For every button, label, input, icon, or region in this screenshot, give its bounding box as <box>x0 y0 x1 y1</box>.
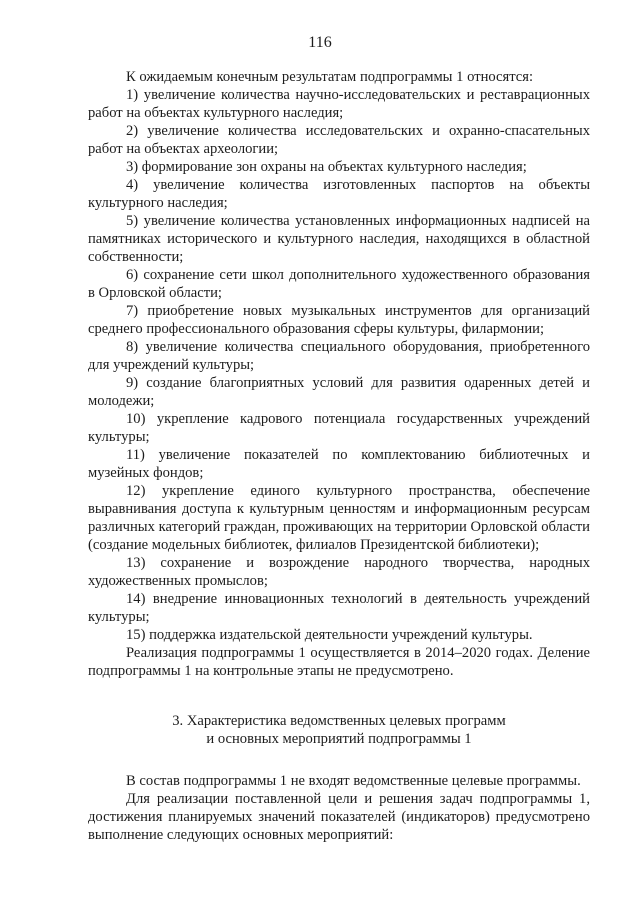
result-item-5: 5) увеличение количества установленных информационных надписей на памятниках исторического и культурного наследия, находящихся в областной собственности; <box>88 213 590 265</box>
page-number: 116 <box>308 34 332 51</box>
result-item-13: 13) сохранение и возрождение народного творчества, народных художественных промыслов; <box>88 555 590 589</box>
programs-paragraph: В состав подпрограммы 1 не входят ведомственные целевые программы. <box>126 773 581 789</box>
result-item-9: 9) создание благоприятных условий для развития одаренных детей и молодежи; <box>88 375 590 409</box>
section-heading-line-1: 3. Характеристика ведомственных целевых программ <box>172 713 506 729</box>
intro-paragraph: К ожидаемым конечным результатам подпрограммы 1 относятся: <box>126 69 534 85</box>
result-item-14: 14) внедрение инновационных технологий в деятельность учреждений культуры; <box>88 591 590 625</box>
result-item-12: 12) укрепление единого культурного пространства, обеспечение выравнивания доступа к культурным ценностям и информационным ресурсам различных категорий граждан, проживающих на территории Орловской области (создание модельных библиотек, филиалов Президентской библиотеки); <box>88 483 590 553</box>
section-heading <box>88 712 590 748</box>
result-item-10: 10) укрепление кадрового потенциала государственных учреждений культуры; <box>88 411 590 445</box>
result-item-2: 2) увеличение количества исследовательских и охранно-спасательных работ на объектах археологии; <box>88 123 590 157</box>
result-item-1: 1) увеличение количества научно-исследовательских и реставрационных работ на объектах культурного наследия; <box>88 87 590 121</box>
implementation-period-paragraph: Реализация подпрограммы 1 осуществляется в 2014–2020 годах. Деление подпрограммы 1 на контрольные этапы не предусмотрено. <box>88 645 590 679</box>
result-item-7: 7) приобретение новых музыкальных инструментов для организаций среднего профессионального образования сферы культуры, филармонии; <box>88 303 590 337</box>
document-body <box>88 68 590 844</box>
result-item-15: 15) поддержка издательской деятельности учреждений культуры. <box>126 627 533 643</box>
result-item-6: 6) сохранение сети школ дополнительного художественного образования в Орловской области; <box>88 267 590 301</box>
section-heading-line-2: и основных мероприятий подпрограммы 1 <box>206 731 472 747</box>
result-item-11: 11) увеличение показателей по комплектованию библиотечных и музейных фондов; <box>88 447 590 481</box>
measures-paragraph: Для реализации поставленной цели и решения задач подпрограммы 1, достижения планируемых значений показателей (индикаторов) предусмотрено выполнение следующих основных мероприятий: <box>88 791 590 843</box>
result-item-3: 3) формирование зон охраны на объектах культурного наследия; <box>126 159 527 175</box>
result-item-8: 8) увеличение количества специального оборудования, приобретенного для учреждений культуры; <box>88 339 590 373</box>
result-item-4: 4) увеличение количества изготовленных паспортов на объекты культурного наследия; <box>88 177 590 211</box>
